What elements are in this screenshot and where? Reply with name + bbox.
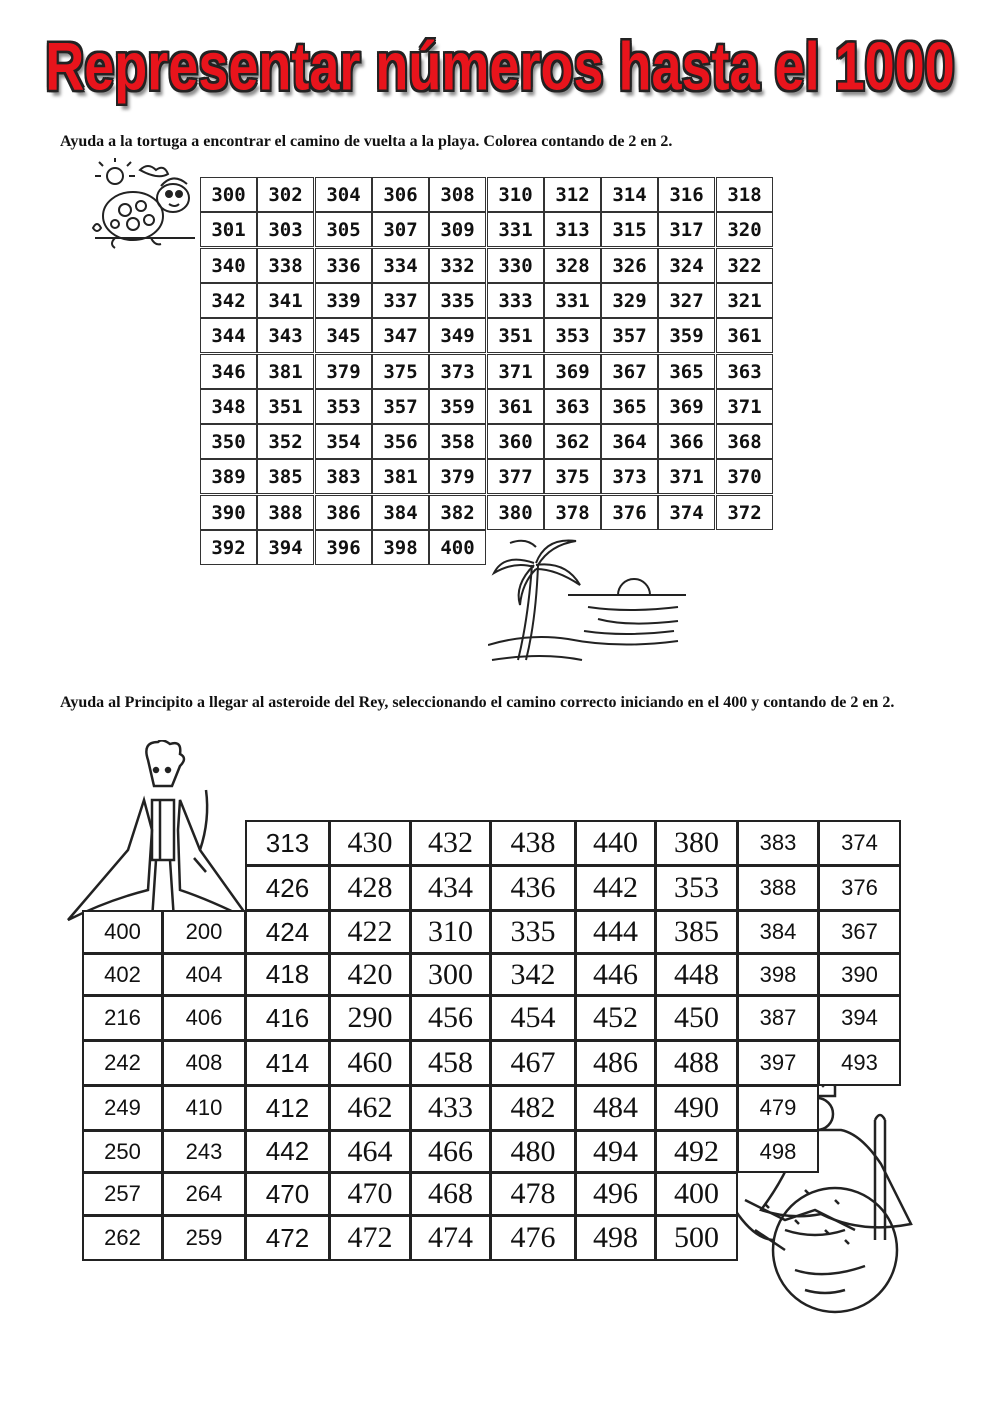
maze-cell[interactable]: 410 — [162, 1085, 246, 1131]
maze-cell[interactable]: 440 — [575, 820, 656, 866]
maze-cell[interactable]: 402 — [82, 953, 163, 996]
maze-cell[interactable]: 313 — [245, 820, 330, 866]
maze-cell[interactable]: 408 — [162, 1040, 246, 1086]
maze-cell[interactable]: 480 — [490, 1130, 576, 1173]
maze-cell[interactable]: 243 — [162, 1130, 246, 1173]
grid-cell[interactable]: 313 — [544, 212, 601, 247]
maze-cell[interactable]: 390 — [818, 953, 901, 996]
maze-cell[interactable]: 444 — [575, 910, 656, 954]
grid-cell[interactable]: 310 — [487, 177, 544, 212]
maze-cell[interactable]: 335 — [490, 910, 576, 954]
maze-cell[interactable]: 442 — [575, 865, 656, 911]
grid-cell[interactable]: 340 — [200, 248, 257, 283]
maze-cell[interactable]: 468 — [410, 1172, 491, 1216]
grid-cell[interactable]: 371 — [658, 459, 715, 494]
maze-cell[interactable]: 383 — [737, 820, 819, 866]
grid-cell[interactable]: 365 — [658, 354, 715, 389]
maze-cell[interactable]: 310 — [410, 910, 491, 954]
grid-cell[interactable]: 326 — [601, 248, 658, 283]
grid-cell[interactable]: 362 — [544, 424, 601, 459]
maze-cell[interactable]: 264 — [162, 1172, 246, 1216]
grid-cell[interactable]: 381 — [372, 459, 429, 494]
grid-cell[interactable]: 381 — [257, 354, 314, 389]
grid-cell[interactable]: 336 — [315, 248, 372, 283]
maze-cell[interactable]: 490 — [655, 1085, 738, 1131]
grid-cell[interactable]: 363 — [716, 354, 773, 389]
maze-cell[interactable]: 467 — [490, 1040, 576, 1086]
instruction-little-prince: Ayuda al Principito a llegar al asteroide del Rey, seleccionando el camino correcto iniciando en el 400 y contando de 2 en 2. — [60, 694, 895, 711]
maze-cell[interactable]: 456 — [410, 995, 491, 1041]
maze-cell[interactable]: 460 — [329, 1040, 411, 1086]
grid-cell[interactable]: 371 — [716, 389, 773, 424]
maze-cell[interactable]: 385 — [655, 910, 738, 954]
maze-cell[interactable]: 466 — [410, 1130, 491, 1173]
maze-cell[interactable]: 430 — [329, 820, 411, 866]
maze-cell[interactable]: 448 — [655, 953, 738, 996]
grid-cell[interactable]: 309 — [429, 212, 486, 247]
maze-cell[interactable]: 498 — [575, 1215, 656, 1261]
maze-cell[interactable]: 424 — [245, 910, 330, 954]
grid-cell[interactable]: 353 — [544, 318, 601, 353]
grid-cell[interactable]: 386 — [315, 495, 372, 530]
turtle-illustration — [85, 158, 200, 253]
maze-cell[interactable]: 290 — [329, 995, 411, 1041]
maze-cell[interactable]: 472 — [329, 1215, 411, 1261]
maze-cell[interactable]: 484 — [575, 1085, 656, 1131]
grid-cell[interactable]: 334 — [372, 248, 429, 283]
grid-cell[interactable]: 352 — [257, 424, 314, 459]
grid-cell[interactable]: 351 — [257, 389, 314, 424]
grid-cell[interactable]: 357 — [372, 389, 429, 424]
grid-cell[interactable]: 330 — [487, 248, 544, 283]
maze-cell[interactable]: 397 — [737, 1040, 819, 1086]
maze-cell[interactable]: 249 — [82, 1085, 163, 1131]
maze-cell[interactable]: 376 — [818, 865, 901, 911]
grid-cell[interactable]: 324 — [658, 248, 715, 283]
grid-cell[interactable]: 304 — [315, 177, 372, 212]
grid-cell[interactable]: 375 — [372, 354, 429, 389]
grid-cell[interactable]: 385 — [257, 459, 314, 494]
grid-cell[interactable]: 384 — [372, 495, 429, 530]
grid-cell[interactable]: 373 — [601, 459, 658, 494]
grid-cell[interactable]: 312 — [544, 177, 601, 212]
maze-cell[interactable]: 374 — [818, 820, 901, 866]
maze-cell[interactable]: 446 — [575, 953, 656, 996]
maze-cell[interactable]: 426 — [245, 865, 330, 911]
maze-cell[interactable]: 478 — [490, 1172, 576, 1216]
grid-cell[interactable]: 383 — [315, 459, 372, 494]
maze-cell[interactable]: 342 — [490, 953, 576, 996]
grid-cell[interactable]: 321 — [716, 283, 773, 318]
maze-cell[interactable]: 454 — [490, 995, 576, 1041]
grid-cell[interactable]: 360 — [487, 424, 544, 459]
grid-cell[interactable]: 374 — [658, 495, 715, 530]
maze-cell[interactable]: 380 — [655, 820, 738, 866]
maze-cell[interactable]: 388 — [737, 865, 819, 911]
grid-cell[interactable]: 347 — [372, 318, 429, 353]
maze-cell[interactable]: 472 — [245, 1215, 330, 1261]
grid-cell[interactable]: 338 — [257, 248, 314, 283]
grid-cell[interactable]: 396 — [315, 530, 372, 565]
maze-cell[interactable]: 458 — [410, 1040, 491, 1086]
grid-cell[interactable]: 354 — [315, 424, 372, 459]
grid-cell[interactable]: 331 — [487, 212, 544, 247]
maze-cell[interactable]: 367 — [818, 910, 901, 954]
grid-cell[interactable]: 343 — [257, 318, 314, 353]
grid-cell[interactable]: 379 — [315, 354, 372, 389]
maze-cell[interactable]: 462 — [329, 1085, 411, 1131]
maze-cell[interactable]: 420 — [329, 953, 411, 996]
maze-cell[interactable]: 494 — [575, 1130, 656, 1173]
grid-cell[interactable]: 370 — [716, 459, 773, 494]
grid-cell[interactable]: 382 — [429, 495, 486, 530]
maze-cell[interactable]: 250 — [82, 1130, 163, 1173]
maze-cell[interactable]: 200 — [162, 910, 246, 954]
maze-cell[interactable]: 434 — [410, 865, 491, 911]
grid-cell[interactable]: 375 — [544, 459, 601, 494]
grid-cell[interactable]: 348 — [200, 389, 257, 424]
grid-cell[interactable]: 367 — [601, 354, 658, 389]
grid-cell[interactable]: 364 — [601, 424, 658, 459]
grid-cell[interactable]: 376 — [601, 495, 658, 530]
maze-cell[interactable]: 414 — [245, 1040, 330, 1086]
grid-cell[interactable]: 335 — [429, 283, 486, 318]
maze-cell[interactable]: 216 — [82, 995, 163, 1041]
maze-cell[interactable]: 432 — [410, 820, 491, 866]
maze-cell[interactable]: 428 — [329, 865, 411, 911]
maze-cell[interactable]: 353 — [655, 865, 738, 911]
maze-cell[interactable]: 398 — [737, 953, 819, 996]
maze-cell[interactable]: 486 — [575, 1040, 656, 1086]
maze-cell[interactable]: 479 — [737, 1085, 819, 1131]
grid-cell[interactable]: 315 — [601, 212, 658, 247]
grid-cell[interactable]: 378 — [544, 495, 601, 530]
maze-cell[interactable]: 422 — [329, 910, 411, 954]
maze-cell[interactable]: 470 — [245, 1172, 330, 1216]
maze-cell[interactable]: 259 — [162, 1215, 246, 1261]
maze-cell[interactable]: 496 — [575, 1172, 656, 1216]
grid-cell[interactable]: 322 — [716, 248, 773, 283]
maze-cell[interactable]: 476 — [490, 1215, 576, 1261]
maze-cell[interactable]: 412 — [245, 1085, 330, 1131]
grid-cell[interactable]: 344 — [200, 318, 257, 353]
grid-cell[interactable]: 361 — [487, 389, 544, 424]
grid-cell[interactable]: 333 — [487, 283, 544, 318]
grid-cell[interactable]: 350 — [200, 424, 257, 459]
grid-cell[interactable]: 380 — [487, 495, 544, 530]
maze-cell[interactable]: 404 — [162, 953, 246, 996]
grid-cell[interactable]: 306 — [372, 177, 429, 212]
grid-cell[interactable]: 388 — [257, 495, 314, 530]
worksheet-title: Representar números hasta el 1000 — [45, 29, 955, 105]
maze-cell[interactable]: 482 — [490, 1085, 576, 1131]
maze-cell[interactable]: 488 — [655, 1040, 738, 1086]
grid-cell[interactable]: 349 — [429, 318, 486, 353]
grid-cell[interactable]: 361 — [716, 318, 773, 353]
grid-cell[interactable]: 339 — [315, 283, 372, 318]
maze-cell[interactable]: 262 — [82, 1215, 163, 1261]
maze-cell[interactable]: 400 — [82, 910, 163, 954]
grid-cell[interactable]: 359 — [429, 389, 486, 424]
grid-cell[interactable]: 392 — [200, 530, 257, 565]
grid-cell[interactable]: 369 — [544, 354, 601, 389]
grid-cell[interactable]: 369 — [658, 389, 715, 424]
grid-cell[interactable]: 332 — [429, 248, 486, 283]
maze-cell[interactable]: 406 — [162, 995, 246, 1041]
grid-cell[interactable]: 377 — [487, 459, 544, 494]
maze-cell[interactable]: 474 — [410, 1215, 491, 1261]
grid-cell[interactable]: 318 — [716, 177, 773, 212]
grid-cell[interactable]: 303 — [257, 212, 314, 247]
grid-cell[interactable]: 305 — [315, 212, 372, 247]
maze-cell[interactable]: 300 — [410, 953, 491, 996]
maze-cell[interactable]: 438 — [490, 820, 576, 866]
grid-cell[interactable]: 342 — [200, 283, 257, 318]
beach-palm-illustration — [488, 535, 688, 665]
maze-cell[interactable]: 500 — [655, 1215, 738, 1261]
grid-cell[interactable]: 365 — [601, 389, 658, 424]
grid-cell[interactable]: 363 — [544, 389, 601, 424]
grid-cell[interactable]: 356 — [372, 424, 429, 459]
grid-cell[interactable]: 351 — [487, 318, 544, 353]
grid-cell[interactable]: 389 — [200, 459, 257, 494]
grid-cell[interactable]: 372 — [716, 495, 773, 530]
grid-cell[interactable]: 346 — [200, 354, 257, 389]
grid-cell[interactable]: 368 — [716, 424, 773, 459]
maze-cell[interactable]: 416 — [245, 995, 330, 1041]
grid-cell[interactable]: 308 — [429, 177, 486, 212]
grid-cell[interactable]: 366 — [658, 424, 715, 459]
grid-cell[interactable]: 398 — [372, 530, 429, 565]
grid-cell[interactable]: 328 — [544, 248, 601, 283]
grid-cell[interactable]: 371 — [487, 354, 544, 389]
maze-cell[interactable]: 418 — [245, 953, 330, 996]
grid-cell[interactable]: 307 — [372, 212, 429, 247]
grid-cell[interactable]: 373 — [429, 354, 486, 389]
grid-cell[interactable]: 320 — [716, 212, 773, 247]
grid-cell[interactable]: 357 — [601, 318, 658, 353]
grid-cell[interactable]: 359 — [658, 318, 715, 353]
grid-cell[interactable]: 379 — [429, 459, 486, 494]
grid-cell[interactable]: 394 — [257, 530, 314, 565]
maze-cell[interactable]: 433 — [410, 1085, 491, 1131]
grid-cell[interactable]: 317 — [658, 212, 715, 247]
maze-cell[interactable]: 387 — [737, 995, 819, 1041]
grid-cell[interactable]: 301 — [200, 212, 257, 247]
grid-cell[interactable]: 300 — [200, 177, 257, 212]
maze-cell[interactable]: 384 — [737, 910, 819, 954]
maze-cell[interactable]: 492 — [655, 1130, 738, 1173]
instruction-turtle: Ayuda a la tortuga a encontrar el camino de vuelta a la playa. Colorea contando de 2 en 2. — [60, 133, 673, 150]
maze-cell[interactable]: 452 — [575, 995, 656, 1041]
grid-cell[interactable]: 337 — [372, 283, 429, 318]
grid-cell[interactable]: 331 — [544, 283, 601, 318]
little-prince-illustration — [60, 740, 260, 930]
maze-cell[interactable]: 464 — [329, 1130, 411, 1173]
maze-cell[interactable]: 450 — [655, 995, 738, 1041]
grid-cell[interactable]: 314 — [601, 177, 658, 212]
grid-cell[interactable]: 353 — [315, 389, 372, 424]
maze-cell[interactable]: 242 — [82, 1040, 163, 1086]
grid-cell[interactable]: 316 — [658, 177, 715, 212]
maze-cell[interactable]: 400 — [655, 1172, 738, 1216]
grid-cell[interactable]: 345 — [315, 318, 372, 353]
grid-cell[interactable]: 302 — [257, 177, 314, 212]
grid-cell[interactable]: 400 — [429, 530, 486, 565]
maze-cell[interactable]: 498 — [737, 1130, 819, 1173]
maze-cell[interactable]: 442 — [245, 1130, 330, 1173]
maze-cell[interactable]: 493 — [818, 1040, 901, 1086]
maze-cell[interactable]: 257 — [82, 1172, 163, 1216]
grid-cell[interactable]: 341 — [257, 283, 314, 318]
maze-cell[interactable]: 436 — [490, 865, 576, 911]
grid-cell[interactable]: 327 — [658, 283, 715, 318]
grid-cell[interactable]: 358 — [429, 424, 486, 459]
maze-cell[interactable]: 470 — [329, 1172, 411, 1216]
grid-cell[interactable]: 329 — [601, 283, 658, 318]
grid-cell[interactable]: 390 — [200, 495, 257, 530]
maze-cell[interactable]: 394 — [818, 995, 901, 1041]
